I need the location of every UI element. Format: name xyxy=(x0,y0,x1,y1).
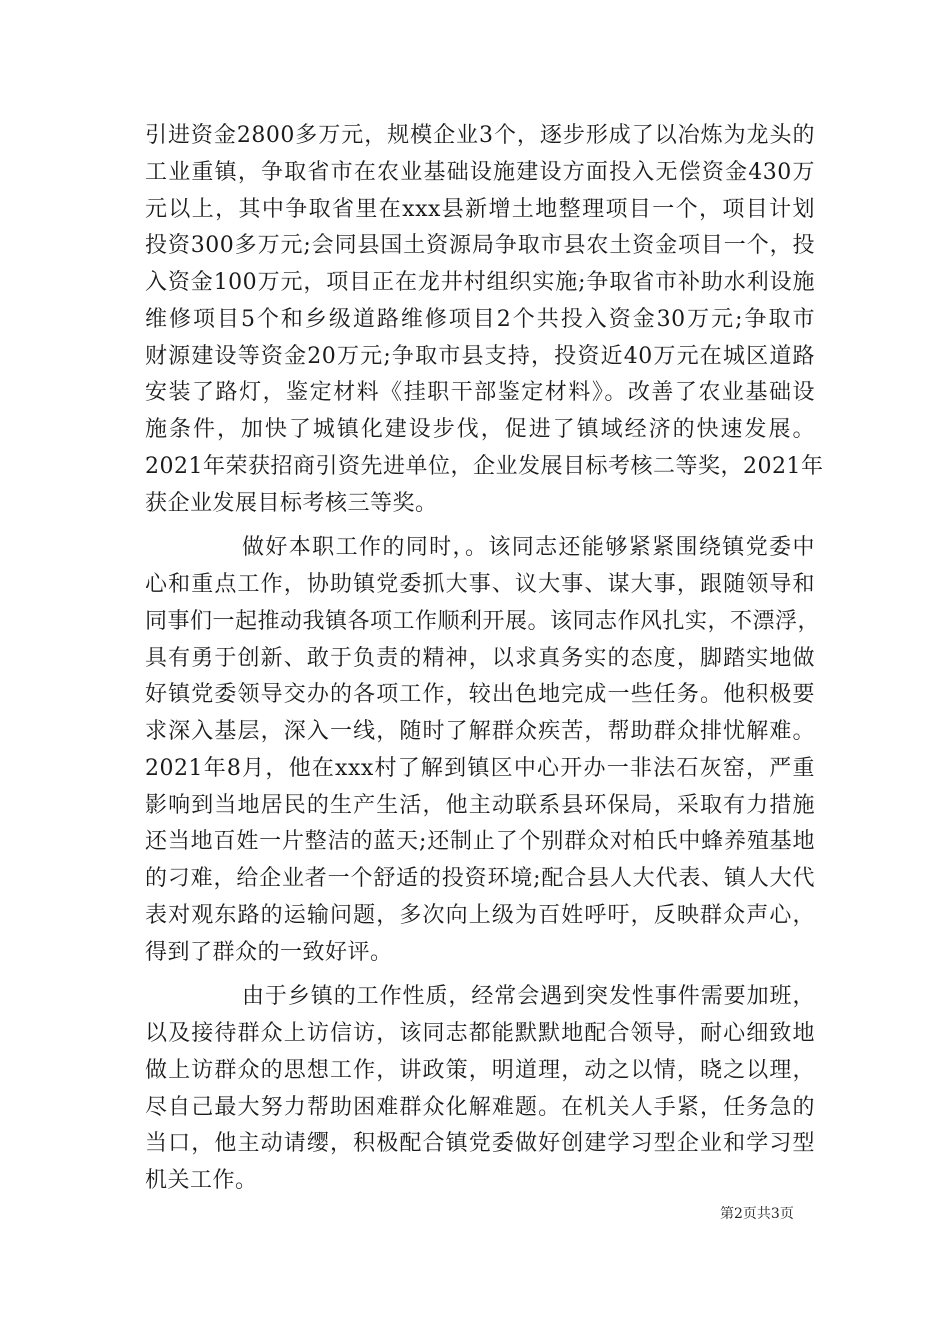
text-line: 由于乡镇的工作性质，经常会遇到突发性事件需要加班， xyxy=(242,984,815,1010)
text-line: 元以上，其中争取省里在xxx县新增土地整理项目一个，项目计划 xyxy=(145,196,815,222)
text-line: 2021年8月，他在xxx村了解到镇区中心开办一非法石灰窑，严重 xyxy=(145,755,815,781)
text-line: 安装了路灯，鉴定材料《挂职干部鉴定材料》。改善了农业基础设 xyxy=(145,380,815,406)
text-line: 2021年荣获招商引资先进单位，企业发展目标考核二等奖，2021年 xyxy=(145,453,824,479)
text-line: 工业重镇，争取省市在农业基础设施建设方面投入无偿资金430万 xyxy=(145,159,815,185)
text-line: 投资300多万元;会同县国土资源局争取市县农土资金项目一个，投 xyxy=(145,233,815,259)
text-line: 财源建设等资金20万元;争取市县支持，投资近40万元在城区道路 xyxy=(145,343,815,369)
text-line: 机关工作。 xyxy=(145,1168,258,1193)
text-line: 尽自己最大努力帮助困难群众化解难题。在机关人手紧，任务急的 xyxy=(145,1094,815,1120)
text-line: 获企业发展目标考核三等奖。 xyxy=(145,490,438,516)
text-line: 做上访群众的思想工作，讲政策，明道理，动之以情，晓之以理， xyxy=(145,1057,815,1083)
text-line: 以及接待群众上访信访，该同志都能默默地配合领导，耐心细致地 xyxy=(145,1021,815,1046)
text-line: 施条件，加快了城镇化建设步伐，促进了镇域经济的快速发展。 xyxy=(145,417,815,442)
text-line: 入资金100万元，项目正在龙井村组织实施;争取省市补助水利设施 xyxy=(145,270,815,295)
document-body xyxy=(145,118,824,1200)
text-line: 引进资金2800多万元，规模企业3个，逐步形成了以冶炼为龙头的 xyxy=(145,123,815,148)
text-line: 求深入基层，深入一线，随时了解群众疾苦，帮助群众排忧解难。 xyxy=(145,719,815,744)
paragraph-funding xyxy=(145,118,824,522)
text-line: 表对观东路的运输问题，多次向上级为百姓呼吁，反映群众声心， xyxy=(145,902,815,928)
text-line: 心和重点工作，协助镇党委抓大事、议大事、谋大事，跟随领导和 xyxy=(145,572,815,597)
text-line: 的刁难，给企业者一个舒适的投资环境;配合县人大代表、镇人大代 xyxy=(145,866,815,891)
text-line: 影响到当地居民的生产生活，他主动联系县环保局，采取有力措施 xyxy=(145,792,815,818)
text-line: 当口，他主动请缨，积极配合镇党委做好创建学习型企业和学习型 xyxy=(145,1131,815,1157)
text-line: 维修项目5个和乡级道路维修项目2个共投入资金30万元;争取市 xyxy=(145,306,815,332)
paragraph-petitions xyxy=(145,979,815,1200)
text-line: 好镇党委领导交办的各项工作，较出色地完成一些任务。他积极要 xyxy=(145,682,815,708)
paragraph-duties xyxy=(145,530,821,971)
page-number-footer: 第2页共3页 xyxy=(720,1206,794,1222)
text-line: 还当地百姓一片整洁的蓝天;还制止了个别群众对柏氏中蜂养殖基地 xyxy=(145,829,815,855)
text-line: 具有勇于创新、敢于负责的精神，以求真务实的态度，脚踏实地做 xyxy=(145,645,815,671)
text-line: 做好本职工作的同时，。该同志还能够紧紧围绕镇党委中 xyxy=(242,535,815,561)
text-line: 同事们一起推动我镇各项工作顺利开展。该同志作风扎实，不漂浮， xyxy=(145,608,821,634)
text-line: 得到了群众的一致好评。 xyxy=(145,939,393,965)
